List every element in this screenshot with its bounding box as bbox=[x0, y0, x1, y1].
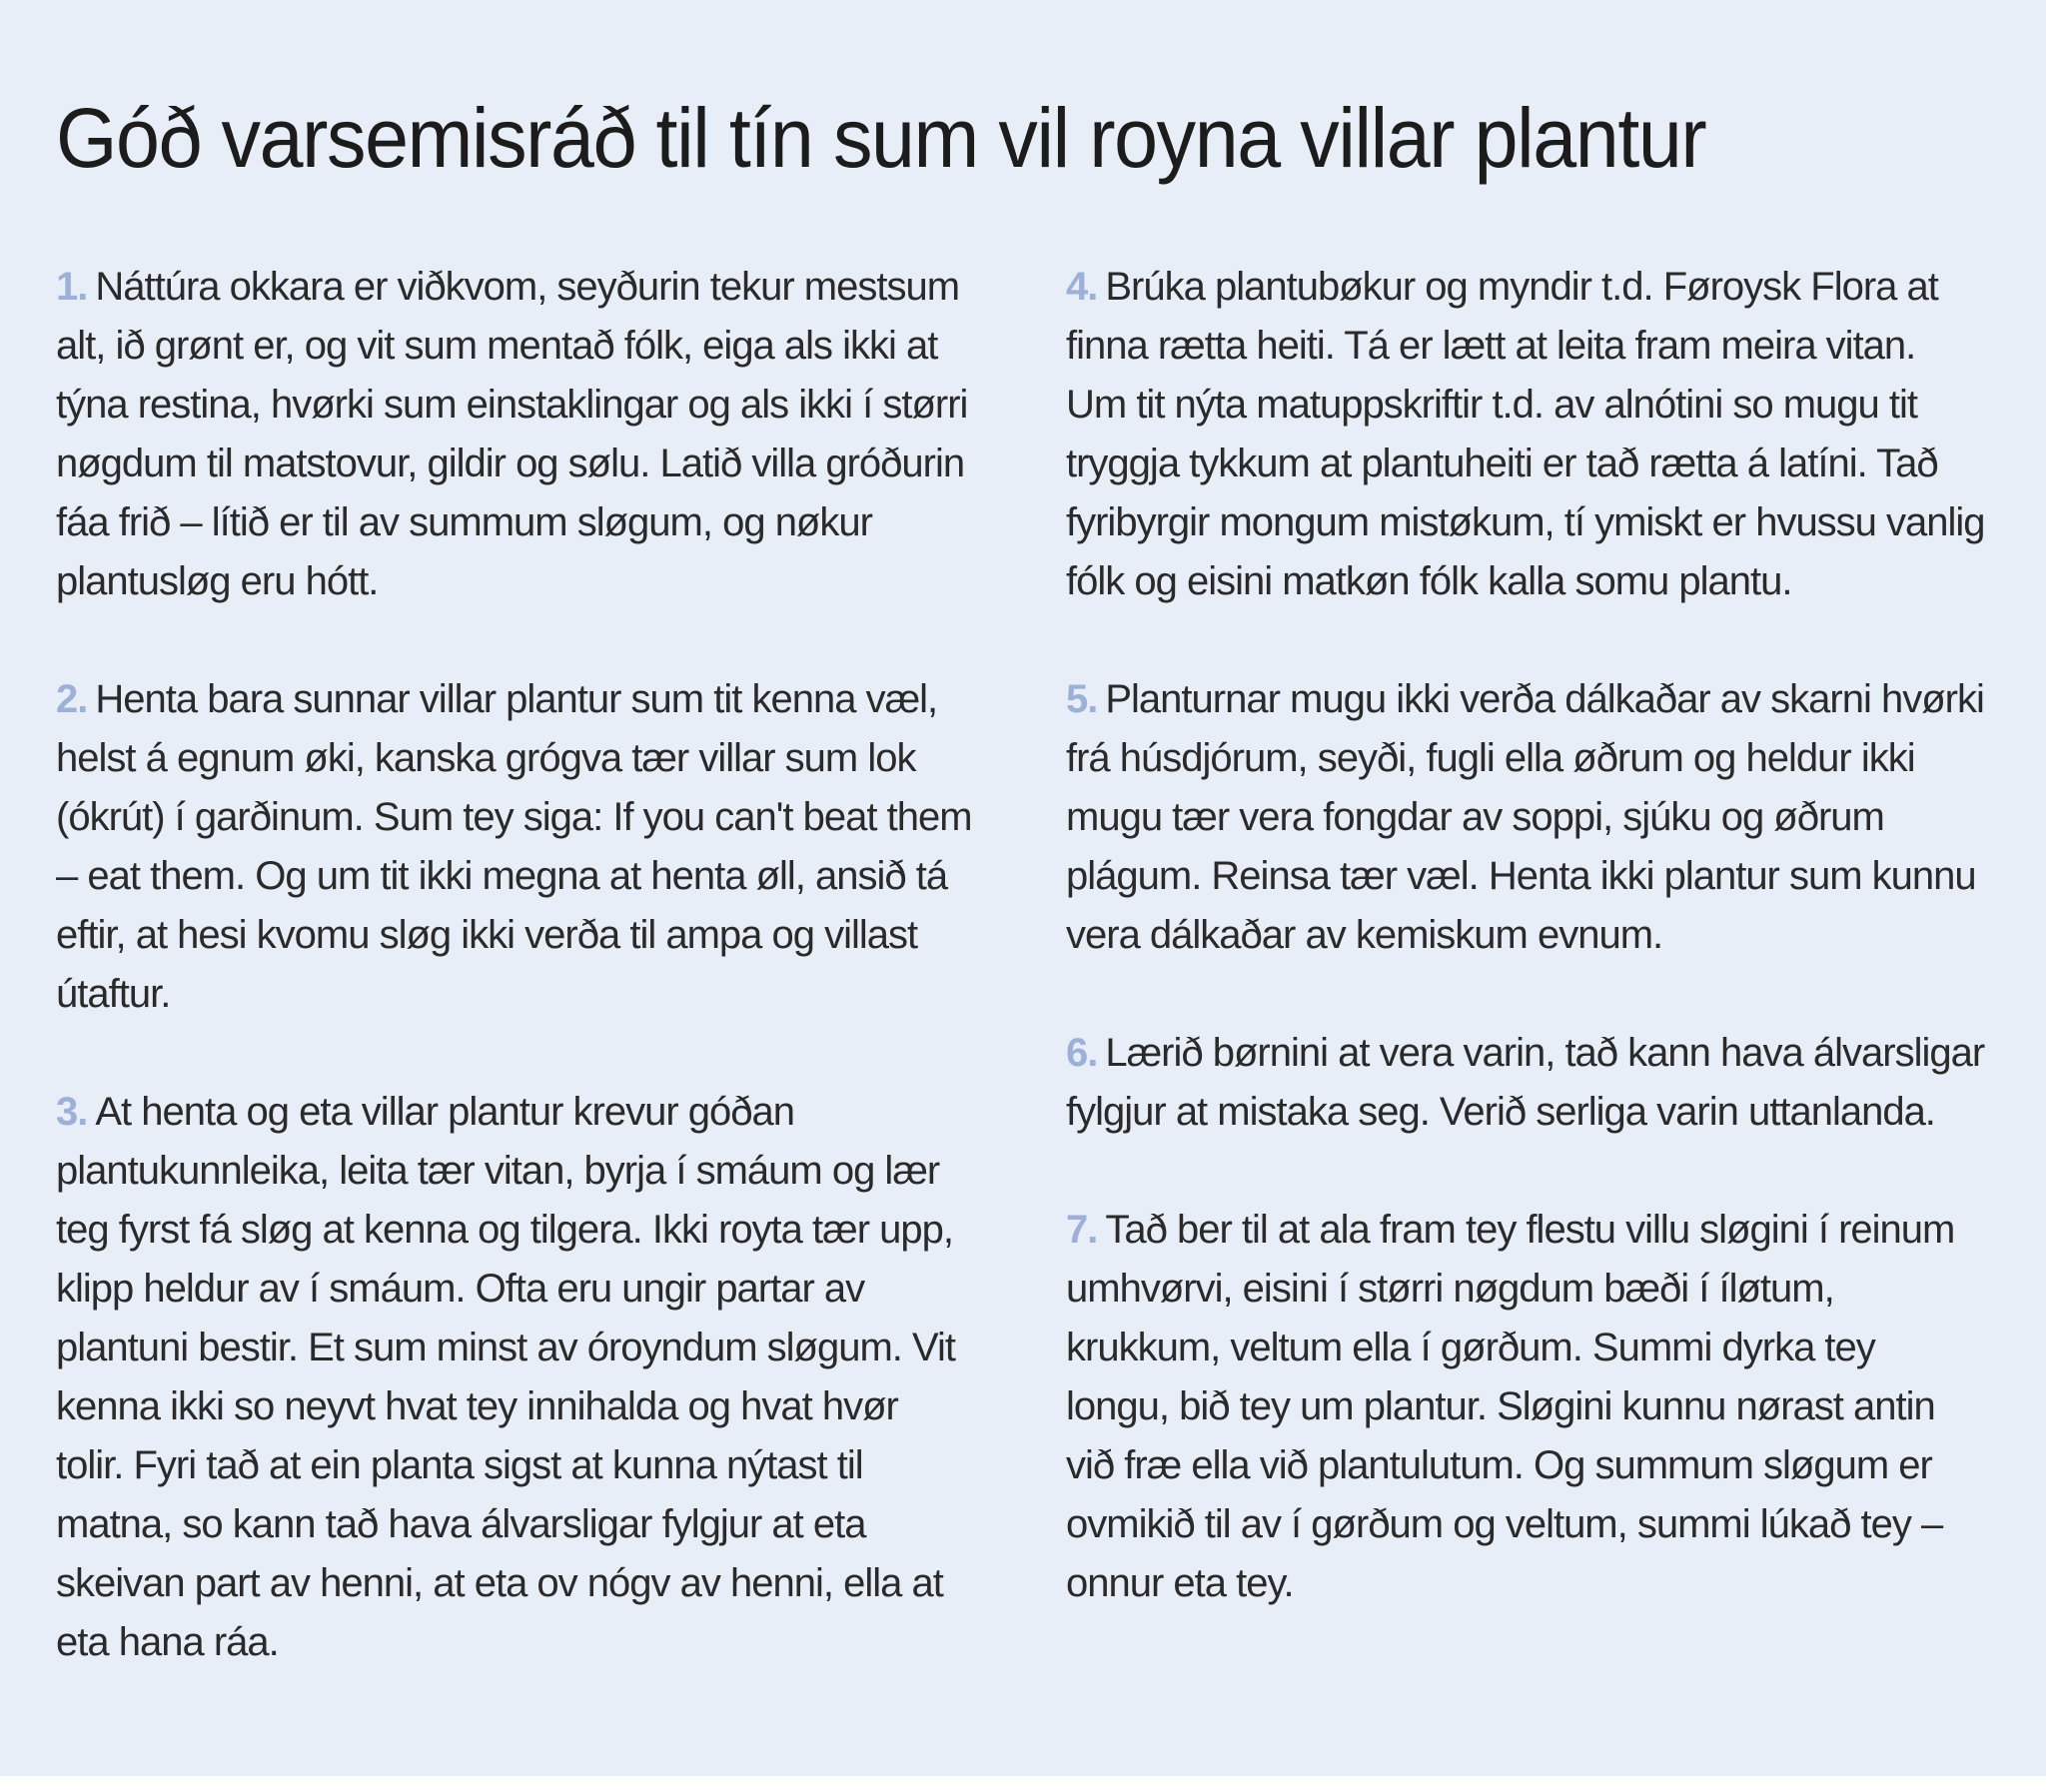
tip-text: Lærið børnini at vera varin, tað kann hava álvarsligar fylgjur at mistaka seg. Verið serliga varin uttanlanda. bbox=[1066, 1031, 1985, 1134]
tip-number: 6. bbox=[1066, 1031, 1098, 1075]
tip-item bbox=[56, 1083, 975, 1672]
tips-column-right bbox=[1066, 258, 1985, 1613]
tip-text: Brúka plantubøkur og myndir t.d. Føroysk Flora at finna rætta heiti. Tá er lætt at leita fram meira vitan. Um tit nýta matuppskriftir t.d. av alnótini so mugu tit tryggja tykkum at plantuheiti er tað rætta á latíni. Tað fyribyrgir mongum mistøkum, tí ymiskt er hvussu vanlig fólk og eisini matkøn fólk kalla somu plantu. bbox=[1066, 265, 1985, 603]
tip-item bbox=[56, 670, 975, 1024]
tip-text: Náttúra okkara er viðkvom, seyðurin tekur mestsum alt, ið grønt er, og vit sum mentað fólk, eiga als ikki at týna restina, hvørki sum einstaklingar og als ikki í størri nøgdum til matstovur, gildir og sølu. Latið villa gróðurin fáa frið – lítið er til av summum sløgum, og nøkur plantusløg eru hótt. bbox=[56, 265, 968, 603]
tip-item bbox=[1066, 258, 1985, 611]
page-title: Góð varsemisráð til tín sum vil royna villar plantur bbox=[56, 91, 1706, 185]
tip-number: 3. bbox=[56, 1090, 88, 1134]
tip-number: 5. bbox=[1066, 677, 1098, 721]
tip-item bbox=[1066, 670, 1985, 965]
tip-item bbox=[1066, 1201, 1985, 1613]
tip-text: Tað ber til at ala fram tey flestu villu sløgini í reinum umhvørvi, eisini í størri nøgdum bæði í íløtum, krukkum, veltum ella í gørðum. Summi dyrka tey longu, bið tey um plantur. Sløgini kunnu nørast antin við fræ ella við plantulutum. Og summum sløgum er ovmikið til av í gørðum og veltum, summi lúkað tey – onnur eta tey. bbox=[1066, 1208, 1955, 1605]
tip-text: At henta og eta villar plantur krevur góðan plantukunnleika, leita tær vitan, byrja í smáum og lær teg fyrst fá sløg at kenna og tilgera. Ikki royta tær upp, klipp heldur av í smáum. Ofta eru ungir partar av plantuni bestir. Et sum minst av óroyndum sløgum. Vit kenna ikki so neyvt hvat tey innihalda og hvat hvør tolir. Fyri tað at ein planta sigst at kunna nýtast til matna, so kann tað hava álvarsligar fylgjur at eta skeivan part av henni, at eta ov nógv av henni, ella at eta hana ráa. bbox=[56, 1090, 955, 1664]
tip-text: Planturnar mugu ikki verða dálkaðar av skarni hvørki frá húsdjórum, seyði, fugli ella øðrum og heldur ikki mugu tær vera fongdar av soppi, sjúku og øðrum plágum. Reinsa tær væl. Henta ikki plantur sum kunnu vera dálkaðar av kemiskum evnum. bbox=[1066, 677, 1984, 957]
tip-number: 1. bbox=[56, 265, 88, 309]
tip-text: Henta bara sunnar villar plantur sum tit kenna væl, helst á egnum øki, kanska grógva tær villar sum lok (ókrút) í garðinum. Sum tey siga: If you can't beat them – eat them. Og um tit ikki megna at henta øll, ansið tá eftir, at hesi kvomu sløg ikki verða til ampa og villast útaftur. bbox=[56, 677, 972, 1016]
tip-number: 4. bbox=[1066, 265, 1098, 309]
tip-item bbox=[1066, 1024, 1985, 1142]
tip-number: 2. bbox=[56, 677, 88, 721]
tip-number: 7. bbox=[1066, 1208, 1098, 1252]
tip-item bbox=[56, 258, 975, 611]
tips-column-left bbox=[56, 258, 975, 1672]
